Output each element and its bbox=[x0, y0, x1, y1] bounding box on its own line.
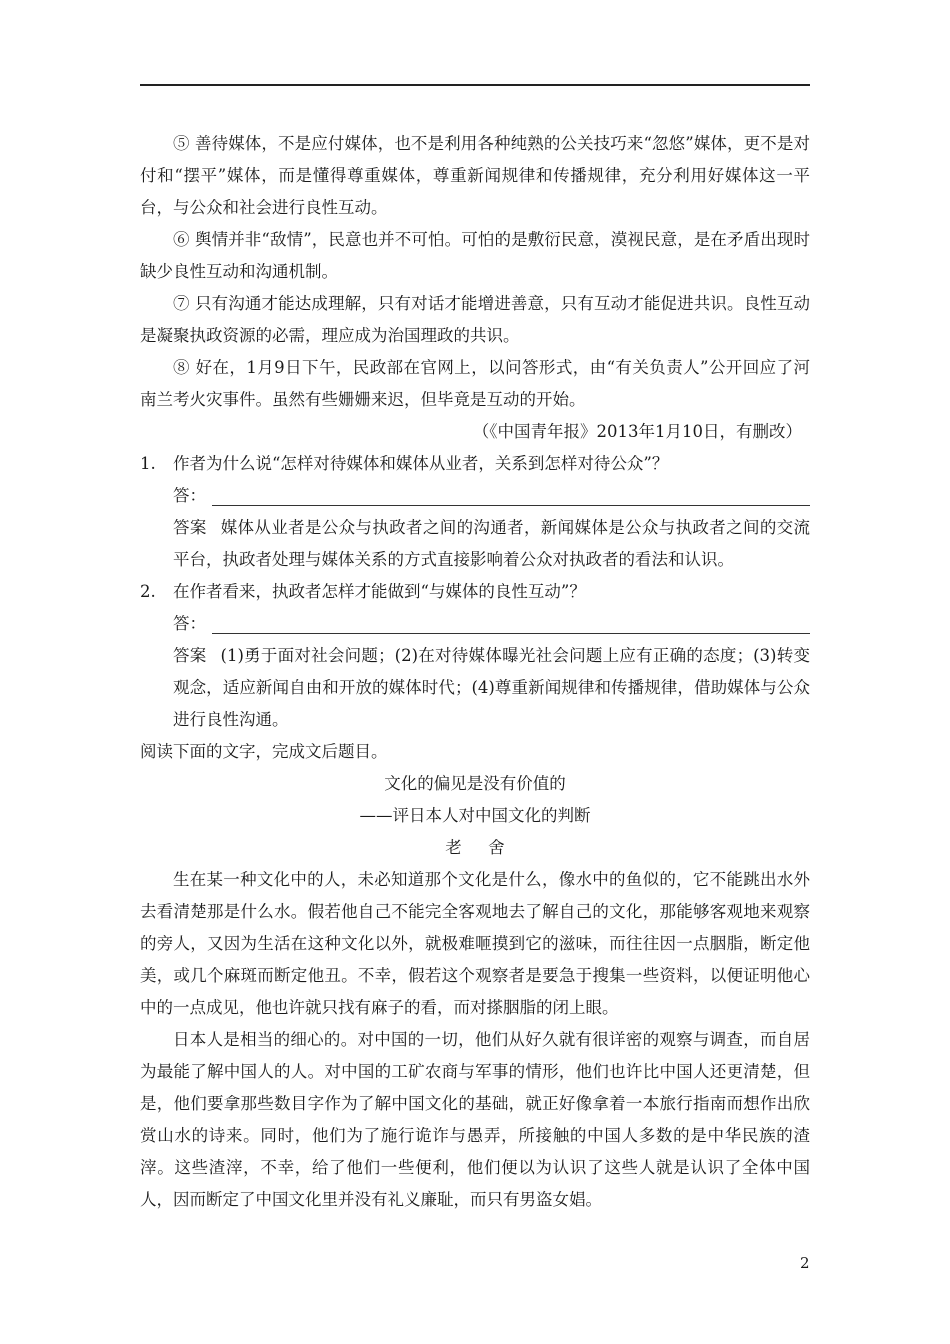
paragraph-8: ⑧ 好在，1月9日下午，民政部在官网上，以问答形式，由“有关负责人”公开回应了河南兰考火灾事件。虽然有些姗姗来迟，但毕竟是互动的开始。 bbox=[140, 358, 810, 409]
paragraph-7: ⑦ 只有沟通才能达成理解，只有对话才能增进善意，只有互动才能促进共识。良性互动是凝聚执政资源的必需，理应成为治国理政的共识。 bbox=[140, 294, 810, 345]
answer-field-2[interactable] bbox=[173, 608, 810, 640]
answer-2 bbox=[173, 640, 810, 736]
article-title: 文化的偏见是没有价值的 bbox=[384, 774, 566, 793]
answer-heading: 答案 bbox=[173, 518, 207, 537]
question-1 bbox=[140, 448, 810, 480]
paragraph-6: ⑥ 舆情并非“敌情”，民意也并不可怕。可怕的是敷衍民意，漠视民意，是在矛盾出现时缺少良性互动和沟通机制。 bbox=[140, 230, 810, 281]
answer-label: 答： bbox=[173, 614, 206, 633]
answer-1 bbox=[173, 512, 810, 576]
article-paragraph-1: 生在某一种文化中的人，未必知道那个文化是什么，像水中的鱼似的，它不能跳出水外去看清楚那是什么水。假若他自己不能完全客观地去了解自己的文化，那能够客观地来观察的旁人，又因为生活在这种文化以外，就极难咂摸到它的滋味，而往往因一点胭脂，断定他美，或几个麻斑而断定他丑。不幸，假若这个观察者是要急于搜集一些资料，以便证明他心中的一点成见，他也许就只找有麻子的看，而对搽胭脂的闭上眼。 bbox=[140, 870, 810, 1017]
question-number: 2. bbox=[140, 582, 156, 601]
answer-text: 媒体从业者是公众与执政者之间的沟通者，新闻媒体是公众与执政者之间的交流平台，执政者处理与媒体关系的方式直接影响着公众对执政者的看法和认识。 bbox=[173, 518, 811, 569]
reading-instruction: 阅读下面的文字，完成文后题目。 bbox=[140, 742, 388, 761]
answer-text: (1)勇于面对社会问题；(2)在对待媒体曝光社会问题上应有正确的态度；(3)转变观念，适应新闻自由和开放的媒体时代；(4)尊重新闻规律和传播规律，借助媒体与公众进行良性沟通。 bbox=[173, 646, 810, 729]
answer-label: 答： bbox=[173, 486, 206, 505]
answer-underline bbox=[212, 483, 810, 506]
question-text: 作者为什么说“怎样对待媒体和媒体从业者，关系到怎样对待公众”？ bbox=[173, 454, 669, 473]
article-subtitle: ——评日本人对中国文化的判断 bbox=[359, 806, 591, 825]
article-paragraph-2: 日本人是相当的细心的。对中国的一切，他们从好久就有很详密的观察与调查，而自居为最能了解中国人的人。对中国的工矿农商与军事的情形，他们也许比中国人还更清楚，但是，他们要拿那些数目字作为了解中国文化的基础，就正好像拿着一本旅行指南而想作出欣赏山水的诗来。同时，他们为了施行诡诈与愚弄，所接触的中国人多数的是中华民族的渣滓。这些渣滓，不幸，给了他们一些便利，他们便以为认识了这些人就是认识了全体中国人，因而断定了中国文化里并没有礼义廉耻，而只有男盗女娼。 bbox=[140, 1030, 810, 1209]
article-author: 老舍 bbox=[445, 838, 532, 857]
answer-field-1[interactable] bbox=[173, 480, 810, 512]
question-number: 1. bbox=[140, 454, 156, 473]
header-rule bbox=[140, 84, 810, 86]
paragraph-5: ⑤ 善待媒体，不是应付媒体，也不是利用各种纯熟的公关技巧来“忽悠”媒体，更不是对付和“摆平”媒体，而是懂得尊重媒体，尊重新闻规律和传播规律，充分利用好媒体这一平台，与公众和社会进行良性互动。 bbox=[140, 134, 810, 217]
source-citation: （《中国青年报》2013年1月10日，有删改） bbox=[472, 422, 802, 441]
answer-heading: 答案 bbox=[173, 646, 207, 665]
page-number: 2 bbox=[800, 1254, 810, 1272]
question-text: 在作者看来，执政者怎样才能做到“与媒体的良性互动”？ bbox=[173, 582, 586, 601]
page-content bbox=[140, 128, 810, 1216]
answer-underline bbox=[212, 611, 810, 634]
article-author-line bbox=[140, 832, 810, 864]
question-2 bbox=[140, 576, 810, 608]
